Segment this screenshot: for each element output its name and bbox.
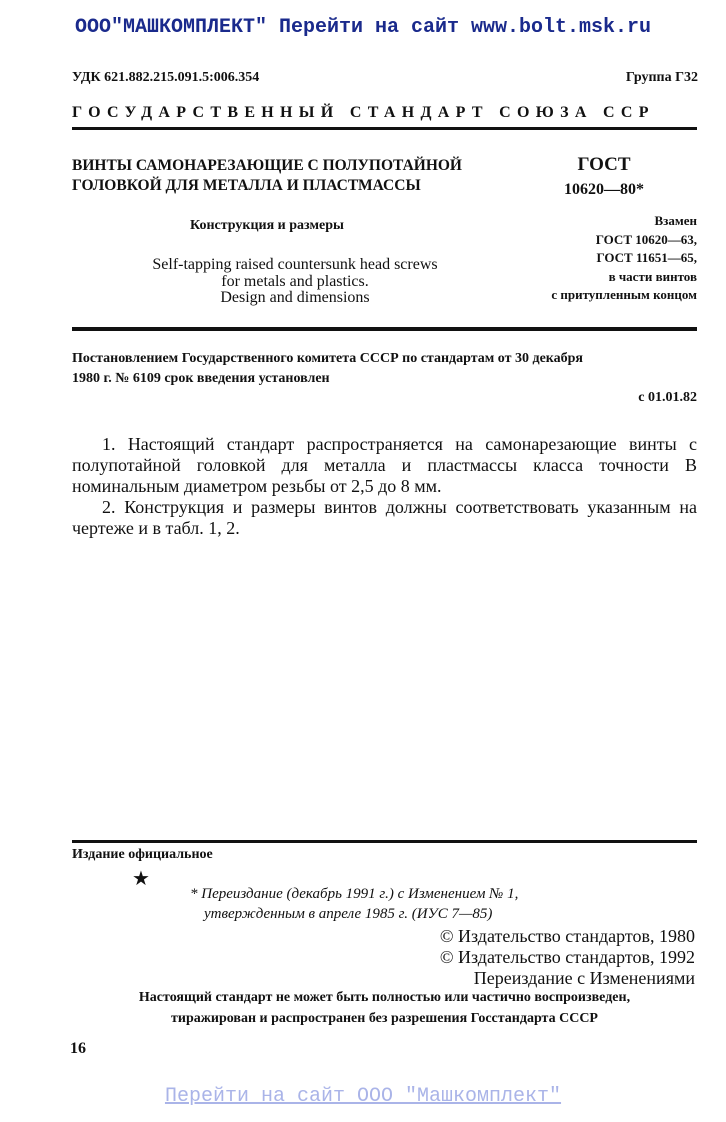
document-title bbox=[72, 156, 512, 196]
decree-line-2: 1980 г. № 6109 срок введения установлен bbox=[72, 371, 330, 386]
top-divider bbox=[72, 127, 697, 130]
replaces-line: ГОСТ 11651—65, bbox=[596, 250, 697, 265]
state-standard-heading: ГОСУДАРСТВЕННЫЙ СТАНДАРТ СОЮЗА ССР bbox=[72, 104, 655, 121]
group-code: Группа Г32 bbox=[625, 70, 698, 85]
replaces-line: ГОСТ 10620—63, bbox=[595, 231, 697, 247]
bottom-site-link[interactable]: Перейти на сайт ООО "Машкомплект" bbox=[164, 1085, 562, 1108]
replaces-line: с притупленным концом bbox=[551, 287, 697, 302]
body-text bbox=[72, 434, 697, 539]
english-title-line: Design and dimensions bbox=[220, 289, 370, 306]
official-edition-label: Издание официальное bbox=[72, 847, 213, 862]
paragraph-2: 2. Конструкция и размеры винтов должны соответствовать указанным на чертеже и в табл. 1, 2. bbox=[72, 497, 697, 538]
publisher-line: © Издательство стандартов, 1992 bbox=[439, 947, 695, 967]
reissue-line-2: утвержденным в апреле 1985 г. (ИУС 7—85) bbox=[204, 906, 493, 922]
star-icon: ★ bbox=[132, 868, 150, 890]
reissue-line-1: * Переиздание (декабрь 1991 г.) с Изменением № 1, bbox=[190, 886, 519, 902]
decree-text bbox=[72, 349, 697, 389]
english-title-line: for metals and plastics. bbox=[221, 272, 369, 290]
replaces-line: Взамен bbox=[654, 213, 697, 228]
gost-number: 10620—80* bbox=[564, 181, 644, 198]
publisher-block bbox=[440, 926, 695, 989]
decree-line-1: Постановлением Государственного комитета СССР по стандартам от 30 декабря bbox=[72, 351, 583, 366]
middle-divider bbox=[72, 327, 697, 331]
page-number: 16 bbox=[70, 1040, 86, 1057]
publisher-line: Переиздание с Изменениями bbox=[473, 968, 695, 988]
bottom-divider bbox=[72, 840, 697, 843]
reissue-note bbox=[190, 884, 518, 924]
title-line-1: ВИНТЫ САМОНАРЕЗАЮЩИЕ С ПОЛУПОТАЙНОЙ bbox=[72, 157, 462, 174]
paragraph-1: 1. Настоящий стандарт распространяется на самонарезающие винты с полупотайной головкой для металла и пластмассы класса точности В номинальным диаметром резьбы от 2,5 до 8 мм. bbox=[72, 434, 697, 496]
udk-code: УДК 621.882.215.091.5:006.354 bbox=[72, 70, 260, 85]
document-subtitle: Конструкция и размеры bbox=[190, 218, 344, 233]
notice-line-1: Настоящий стандарт не может быть полностью или частично воспроизведен, bbox=[138, 990, 631, 1005]
gost-label: ГОСТ bbox=[577, 154, 631, 175]
notice-line-2: тиражирован и распространен без разрешения Госстандарта СССР bbox=[171, 1011, 598, 1026]
publisher-line: © Издательство стандартов, 1980 bbox=[439, 926, 695, 946]
english-title bbox=[110, 257, 480, 307]
copyright-notice bbox=[72, 987, 697, 1029]
effective-date: с 01.01.82 bbox=[638, 390, 697, 405]
replaces-block bbox=[500, 212, 697, 305]
title-line-2: ГОЛОВКОЙ ДЛЯ МЕТАЛЛА И ПЛАСТМАССЫ bbox=[72, 177, 421, 194]
english-title-line: Self-tapping raised countersunk head screws bbox=[152, 256, 438, 273]
replaces-line: в части винтов bbox=[608, 268, 697, 284]
top-site-link[interactable]: ООО"МАШКОМПЛЕКТ" Перейти на сайт www.bolt.msk.ru bbox=[74, 16, 652, 39]
